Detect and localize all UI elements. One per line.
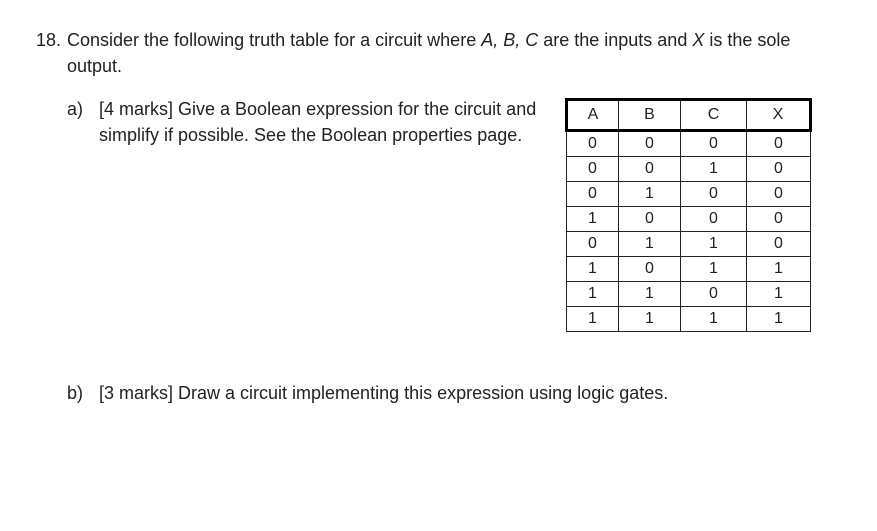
cell-a: 0: [567, 157, 619, 182]
cell-b: 0: [619, 131, 681, 157]
cell-a: 1: [567, 207, 619, 232]
truth-table: [565, 98, 812, 332]
question-text-part: Consider the following truth table for a circuit where: [67, 30, 482, 50]
cell-x: 0: [747, 182, 811, 207]
cell-c: 1: [681, 307, 747, 332]
cell-x: 0: [747, 232, 811, 257]
table-row: [567, 131, 811, 157]
cell-x: 0: [747, 207, 811, 232]
table-row: [567, 257, 811, 282]
question-number: 18.: [36, 30, 62, 50]
cell-x: 0: [747, 131, 811, 157]
cell-b: 1: [619, 182, 681, 207]
header-b: B: [619, 100, 681, 131]
cell-b: 0: [619, 207, 681, 232]
cell-a: 0: [567, 182, 619, 207]
cell-c: 0: [681, 282, 747, 307]
question-text-part: is the sole output.: [67, 30, 791, 76]
table-row: [567, 307, 811, 332]
header-a: A: [567, 100, 619, 131]
table-row: [567, 282, 811, 307]
part-b-label: b): [67, 383, 84, 403]
cell-a: 1: [567, 282, 619, 307]
cell-c: 1: [681, 157, 747, 182]
cell-a: 1: [567, 257, 619, 282]
question-text-part: are the inputs and: [538, 30, 693, 50]
cell-b: 0: [619, 157, 681, 182]
output-variable: X: [692, 30, 705, 50]
cell-x: 1: [747, 257, 811, 282]
cell-b: 1: [619, 232, 681, 257]
cell-c: 0: [681, 182, 747, 207]
cell-b: 1: [619, 282, 681, 307]
part-a-label: a): [67, 99, 84, 119]
cell-x: 1: [747, 282, 811, 307]
table-row: [567, 232, 811, 257]
table-row: [567, 182, 811, 207]
cell-x: 1: [747, 307, 811, 332]
part-b-text: [3 marks] Draw a circuit implementing this expression using logic gates.: [99, 383, 669, 403]
cell-c: 1: [681, 257, 747, 282]
part-a-text: [4 marks] Give a Boolean expression for the circuit and simplify if possible. See the Boolean properties page.: [99, 99, 537, 145]
table-row: [567, 157, 811, 182]
input-variables: A, B, C: [481, 30, 539, 50]
cell-b: 0: [619, 257, 681, 282]
cell-x: 0: [747, 157, 811, 182]
question-text: [67, 27, 827, 79]
cell-c: 0: [681, 207, 747, 232]
cell-a: 1: [567, 307, 619, 332]
cell-c: 1: [681, 232, 747, 257]
cell-a: 0: [567, 131, 619, 157]
header-c: C: [681, 100, 747, 131]
cell-b: 1: [619, 307, 681, 332]
cell-a: 0: [567, 232, 619, 257]
table-row: [567, 207, 811, 232]
truth-table-header-row: [567, 100, 811, 131]
header-x: X: [747, 100, 811, 131]
cell-c: 0: [681, 131, 747, 157]
